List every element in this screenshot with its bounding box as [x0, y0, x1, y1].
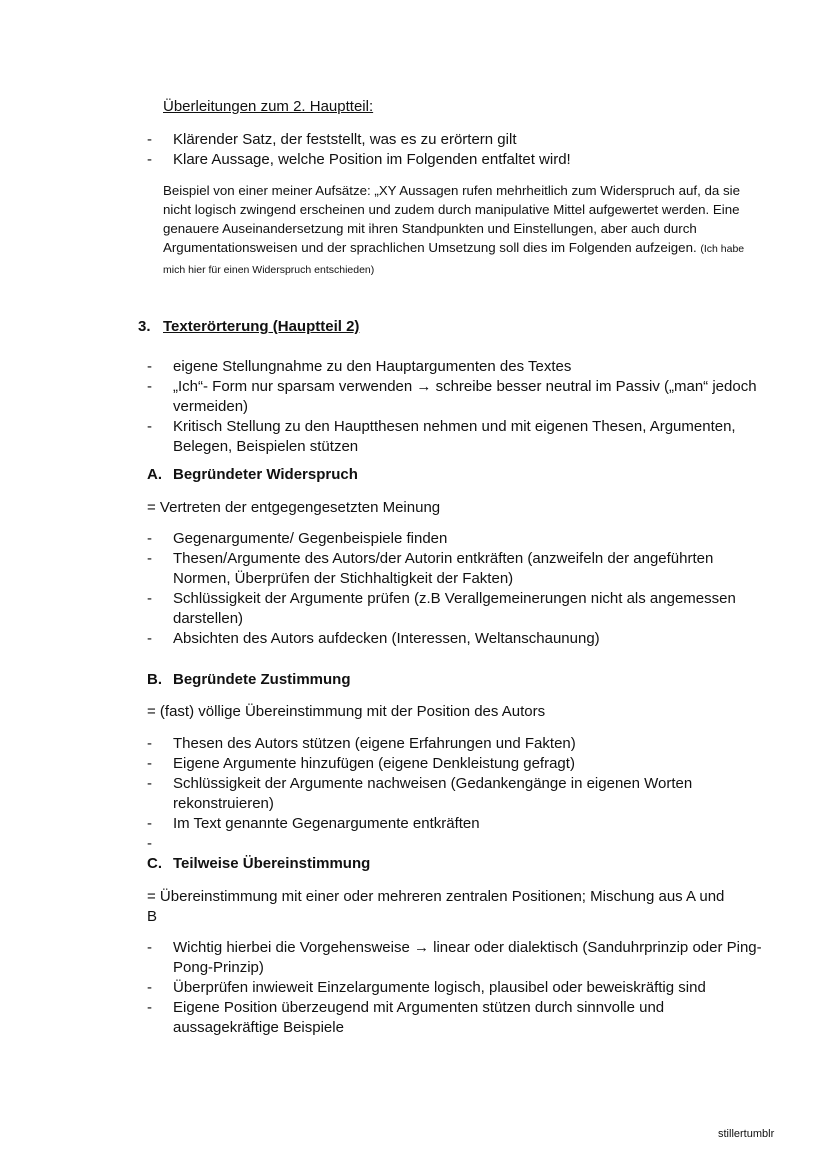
list-item: - Wichtig hierbei die Vorgehensweise → linear oder dialektisch (Sanduhrprinzip oder Ping-Pong-Prinzip)	[147, 938, 767, 978]
section-b-definition: = (fast) völlige Übereinstimmung mit der Position des Autors	[147, 703, 546, 720]
list-item: - Kritisch Stellung zu den Hauptthesen nehmen und mit eigenen Thesen, Argumenten, Belegen, Beispielen stützen	[147, 417, 767, 457]
list-item: - Thesen des Autors stützen (eigene Erfahrungen und Fakten)	[147, 734, 767, 754]
list-item: - Eigene Argumente hinzufügen (eigene Denkleistung gefragt)	[147, 754, 767, 774]
section-b-list	[147, 734, 767, 834]
list-item: - Im Text genannte Gegenargumente entkräften	[147, 814, 767, 834]
example-paragraph	[163, 181, 763, 280]
list-item: - Überprüfen inwieweit Einzelargumente logisch, plausibel oder beweiskräftig sind	[147, 978, 767, 998]
list-item: - „Ich“- Form nur sparsam verwenden → schreibe besser neutral im Passiv („man“ jedoch vermeiden)	[147, 377, 767, 417]
section-letter: C.	[147, 855, 162, 872]
section-title: Begründeter Widerspruch	[173, 466, 358, 483]
list-item: - Gegenargumente/ Gegenbeispiele finden	[147, 529, 767, 549]
section-c-heading	[147, 855, 370, 872]
section-a-heading	[147, 466, 358, 483]
example-text: Beispiel von einer meiner Aufsätze: „XY Aussagen rufen mehrheitlich zum Widerspruch auf, da sie nicht logisch zwingend erscheinen und zudem durch manipulative Mittel aufgewertet werden. Eine genauere Auseinandersetzung mit ihren Standpunkten und Einstellungen, aber auch durch Argumentationsweisen und der sprachlichen Umsetzung soll dies im Folgenden aufzeigen.	[163, 183, 740, 255]
list-item: - Klare Aussage, welche Position im Folgenden entfaltet wird!	[147, 150, 767, 170]
section-title: Teilweise Übereinstimmung	[173, 855, 371, 872]
transition-heading: Überleitungen zum 2. Hauptteil:	[163, 98, 374, 115]
section-letter: B.	[147, 671, 162, 688]
section-a-definition: = Vertreten der entgegengesetzten Meinung	[147, 499, 441, 516]
list-item: - Thesen/Argumente des Autors/der Autorin entkräften (anzweifeln der angeführten Normen, Überprüfen der Stichhaltigkeit der Fakten)	[147, 549, 767, 589]
section-3-heading	[138, 318, 359, 335]
section-letter: A.	[147, 466, 162, 483]
section-b-heading	[147, 671, 351, 688]
section-a-list	[147, 529, 767, 649]
list-item: - eigene Stellungnahme zu den Hauptargumenten des Textes	[147, 357, 767, 377]
watermark-text: stillertumblr	[718, 1128, 775, 1140]
section-number: 3.	[138, 318, 151, 335]
section-c-list	[147, 938, 767, 1038]
section-title: Begründete Zustimmung	[173, 671, 351, 688]
transition-list	[147, 130, 767, 170]
list-item: - Eigene Position überzeugend mit Argumenten stützen durch sinnvolle und aussagekräftige Beispiele	[147, 998, 767, 1038]
list-item: - Absichten des Autors aufdecken (Interessen, Weltanschaunung)	[147, 629, 767, 649]
list-item: - Schlüssigkeit der Argumente nachweisen (Gedankengänge in eigenen Worten rekonstruieren)	[147, 774, 767, 814]
list-item: - Schlüssigkeit der Argumente prüfen (z.B Verallgemeinerungen nicht als angemessen darstellen)	[147, 589, 767, 629]
section-c-definition: = Übereinstimmung mit einer oder mehreren zentralen Positionen; Mischung aus A und B	[147, 888, 725, 925]
section-3-list	[147, 357, 767, 457]
example-note: (Ich habe mich hier für einen Widerspruch entschieden)	[163, 243, 745, 276]
section-title: Texterörterung (Hauptteil 2)	[163, 318, 360, 335]
list-item: - Klärender Satz, der feststellt, was es zu erörtern gilt	[147, 130, 767, 150]
